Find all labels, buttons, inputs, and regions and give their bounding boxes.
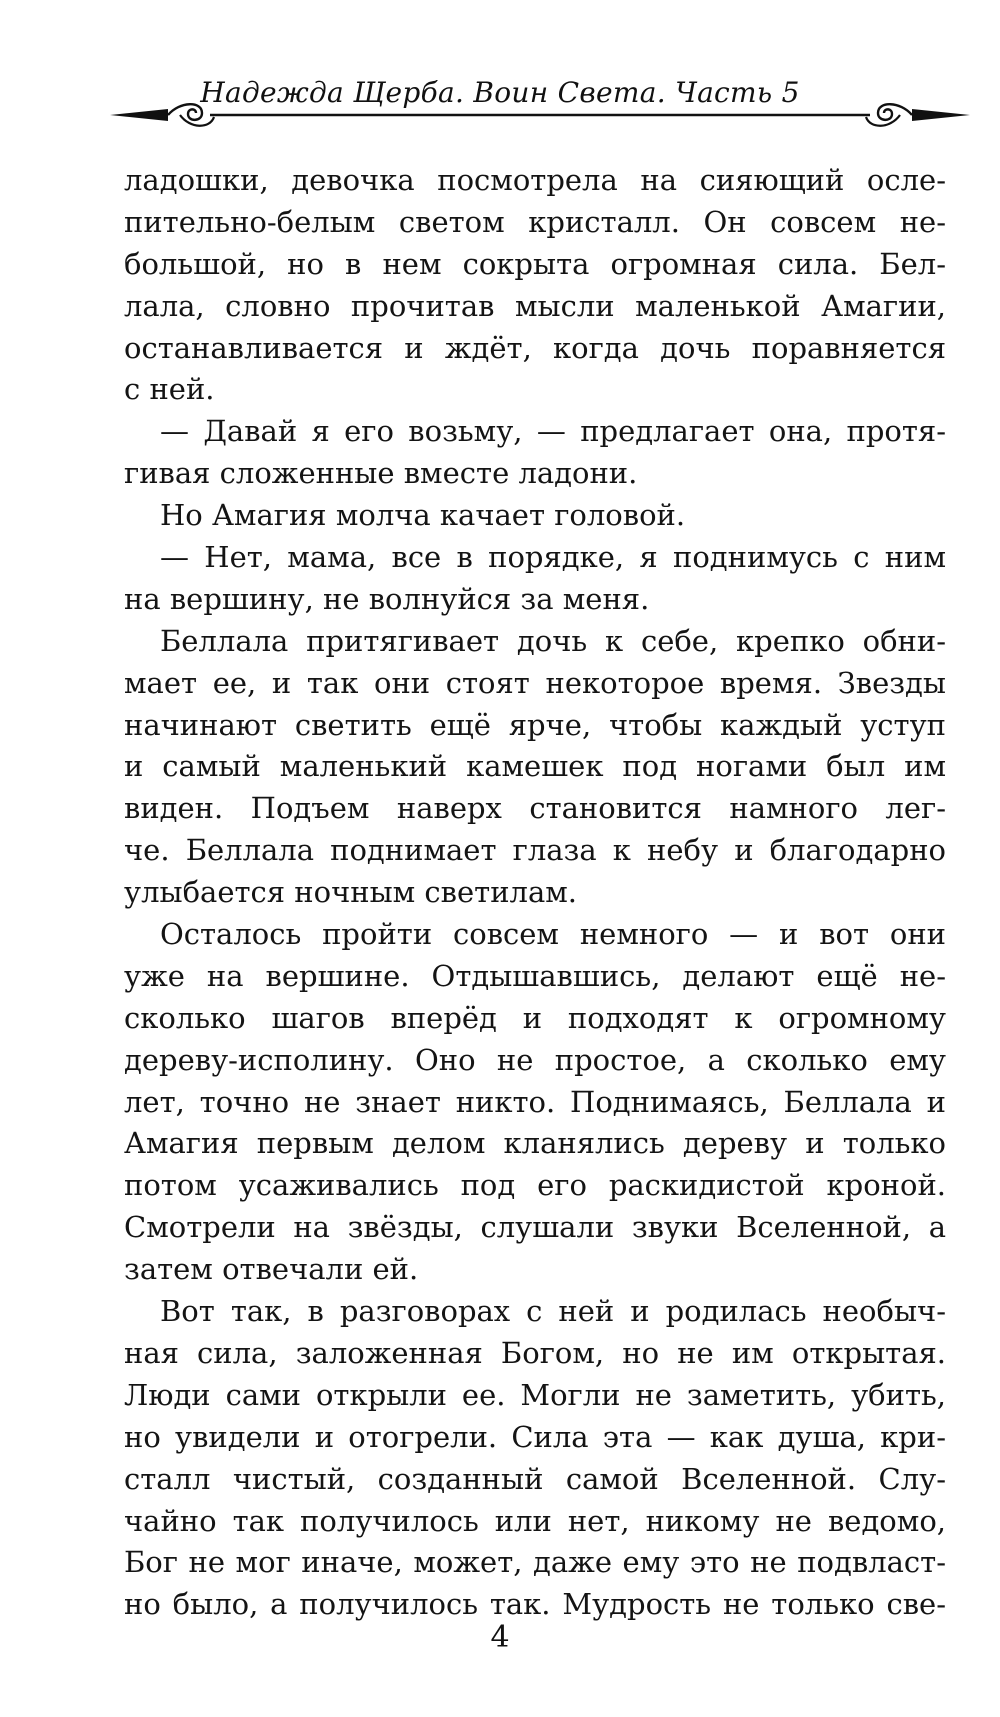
text-line: Вот так, в разговорах с ней и родилась необыч- [160,1294,946,1329]
body-text [124,160,946,1626]
text-line: улыбается ночным светилам. [124,875,578,910]
text-line: мает ее, и так они стоят некоторое время. Звезды [124,665,946,700]
text-line: сталл чистый, созданный самой Вселенной. Слу- [124,1461,946,1496]
text-line: ная сила, заложенная Богом, но не им открытая. [124,1335,946,1370]
page-number: 4 [490,1620,510,1655]
text-line: Осталось пройти совсем немного — и вот они [160,917,946,952]
text-line: на вершину, не волнуйся за меня. [124,581,650,616]
text-line: лала, словно прочитав мысли маленькой Амагии, [124,288,946,323]
text-line: гивая сложенные вместе ладони. [124,456,638,491]
text-line: Беллала притягивает дочь к себе, крепко обни- [160,623,946,658]
decorative-rule-ornament [110,98,970,132]
text-line: потом усаживались под его раскидистой кроной. [124,1168,946,1203]
text-line: Бог не мог иначе, может, даже ему это не подвласт- [124,1545,946,1580]
text-line: уже на вершине. Отдышавшись, делают ещё не- [124,958,946,993]
text-line: пительно-белым светом кристалл. Он совсем не- [124,204,946,239]
text-line: че. Беллала поднимает глаза к небу и благодарно [124,833,946,868]
text-line: — Давай я его возьму, — предлагает она, протя- [160,414,946,449]
text-line: затем отвечали ей. [124,1252,419,1287]
text-line: чайно так получилось или нет, никому не ведомо, [124,1503,946,1538]
text-line: останавливается и ждёт, когда дочь поравняется [124,330,946,365]
text-line: лет, точно не знает никто. Поднимаясь, Беллала и [124,1084,946,1119]
text-line: но было, а получилось так. Мудрость не только све- [124,1587,946,1622]
text-line: с ней. [124,372,215,407]
text-line: дереву-исполину. Оно не простое, а сколько ему [124,1042,946,1077]
text-line: Люди сами открыли ее. Могли не заметить, убить, [124,1377,946,1412]
text-line: — Нет, мама, все в порядке, я поднимусь с ним [160,540,946,575]
text-line: но увидели и отогрели. Сила эта — как душа, кри- [124,1419,946,1454]
running-header-title: Надежда Щерба. Воин Света. Часть 5 [200,76,800,109]
text-line: ладошки, девочка посмотрела на сияющий осле- [124,163,946,197]
text-line: большой, но в нем сокрыта огромная сила. Бел- [124,246,946,281]
text-line: виден. Подъем наверх становится намного лег- [124,791,946,826]
text-line: начинают светить ещё ярче, чтобы каждый уступ [124,707,946,742]
text-line: Смотрели на звёзды, слушали звуки Вселенной, а [124,1210,946,1245]
text-line: Но Амагия молча качает головой. [160,498,686,533]
text-line: сколько шагов вперёд и подходят к огромному [124,1000,946,1035]
text-line: Амагия первым делом кланялись дереву и только [124,1126,946,1161]
text-line: и самый маленький камешек под ногами был им [124,749,946,784]
